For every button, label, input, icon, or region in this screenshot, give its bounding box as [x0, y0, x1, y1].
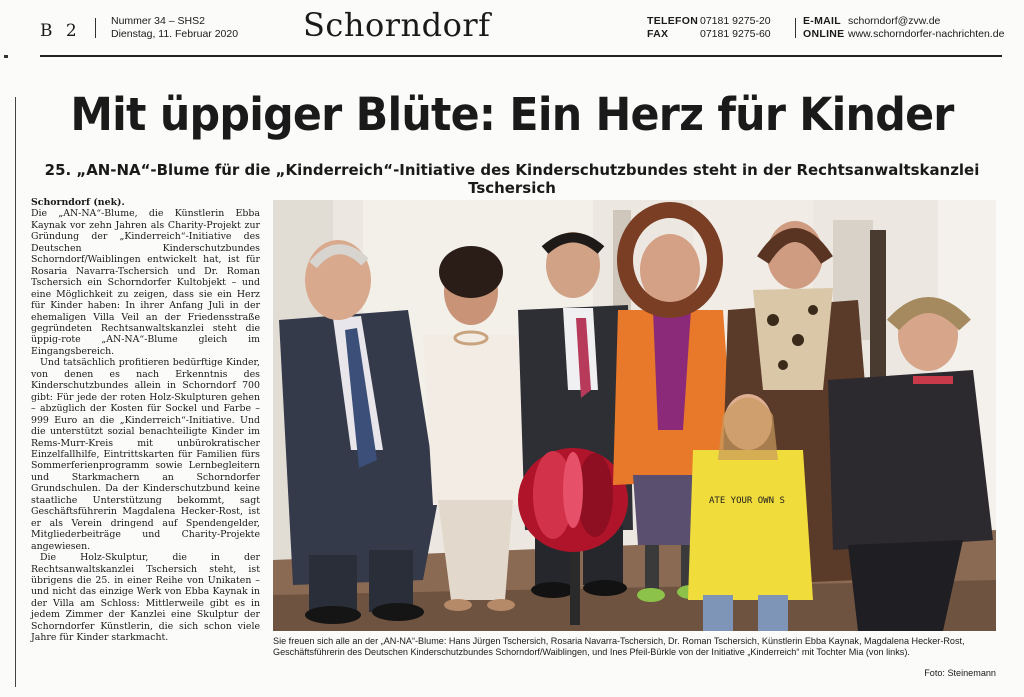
hoodie-print: ATE YOUR OWN S: [709, 496, 785, 506]
issue-number: Nummer 34 – SHS2: [111, 15, 205, 27]
contact-labels-phone: [647, 15, 698, 41]
email-value: schorndorf@zvw.de: [848, 15, 941, 27]
article-paragraph: Und tatsächlich profitieren bedürftige Kinder, von denen es nach Erkenntnis des Kinderschutzbundes allein in Schorndorf 700 gibt: Für jede der roten Holz-Skulpturen gehen – abzüglich der Kosten für Sockel und Farbe – 999 Euro an die „Kinderreich“-Initiative. Und die unterstützt sozial benachteiligte Kinder im Rems-Murr-Kreis mit unbürokratischer Einzelfallhilfe, Eintrittskarten für Familien fürs Sommerferienprogramm sowie Lernbegleitern und Starkmachern an Schorndorfer Grundschulen. Da der Kinderschutzbund keine staatliche Unterstützung bekommt, sagt Geschäftsführerin Magdalena Hecker-Rost, ist er als Verein dringend auf Spendengelder, Mitgliederbeiträge und Charity-Projekte angewiesen.: [31, 357, 260, 552]
article-paragraph: [31, 197, 260, 357]
header-divider: [95, 18, 96, 38]
group-photo-illustration: [273, 200, 996, 631]
article-body: [31, 197, 260, 644]
header-rule: [40, 55, 1002, 57]
header-divider: [795, 18, 796, 38]
masthead: Schorndorf: [303, 6, 491, 44]
email-label: E-MAIL: [803, 15, 841, 27]
dateline: Schorndorf (nek).: [31, 197, 125, 208]
column-rule: [15, 97, 16, 687]
photo-caption: Sie freuen sich alle an der „AN-NA“-Blume: Hans Jürgen Tschersich, Rosaria Navarra-Tschersich, Dr. Roman Tschersich, Künstlerin Ebba Kaynak, Magdalena Hecker-Rost, Geschäftsführerin des Deutschen Kinderschutzbundes Schorndorf/Waiblingen, und Ines Pfeil-Bürkle von der Initiative „Kinderreich“ mit Tochter Mia (von links).: [273, 636, 965, 658]
contact-values-phone: [700, 15, 771, 41]
issue-info: [111, 15, 238, 41]
issue-date: Dienstag, 11. Februar 2020: [111, 28, 239, 40]
phone-value: 07181 9275-20: [700, 15, 771, 27]
contact-values-online: [848, 15, 1004, 41]
page-number: B 2: [40, 21, 81, 41]
fax-label: FAX: [647, 28, 669, 40]
article-paragraph: Die Holz-Skulptur, die in der Rechtsanwaltskanzlei Tschersich steht, ist übrigens die 25. in einer Reihe von Unikaten – und nicht das einzige Werk von Ebba Kaynak in der Villa am Schloss: Mittlerweile gibt es in jedem Zimmer der Kanzlei eine Skulptur der Schorndorfer Künstlerin, die sich schon viele Jahre für Kinder starkmacht.: [31, 552, 260, 644]
photo-credit: Foto: Steinemann: [924, 668, 996, 678]
online-label: ONLINE: [803, 28, 845, 40]
article-photo: [273, 200, 996, 631]
article-headline: Mit üppiger Blüte: Ein Herz für Kinder: [70, 88, 954, 141]
fax-value: 07181 9275-60: [700, 28, 771, 40]
paragraph-1-text: Die „AN-NA“-Blume, die Künstlerin Ebba Kaynak vor zehn Jahren als Charity-Projekt zur Gründung der „Kinderreich“-Initiative des Deutschen Kinderschutzbundes Schorndorf/Waiblingen entwickelt hat, ist für Rosaria Navarra-Tschersich und Dr. Roman Tschersich ein Schorndorfer Kultobjekt – und eine Möglichkeit zu zeigen, dass sie ein Herz für Kinder haben: In ihrer Anfang Juli in der ehemaligen Villa Veil an der Friedensstraße gegründeten Rechtsanwaltskanzlei steht die üppig-rote „AN-NA“-Blume gleich im Eingangsbereich.: [31, 208, 260, 357]
contact-labels-online: [803, 15, 844, 41]
page-header: [0, 0, 1024, 52]
article-subheadline: 25. „AN-NA“-Blume für die „Kinderreich“-Initiative des Kinderschutzbundes steht in der Rechtsanwaltskanzlei Tschersich: [44, 161, 980, 197]
page-edge-mark: [4, 55, 8, 58]
online-value: www.schorndorfer-nachrichten.de: [848, 28, 1005, 40]
phone-label: TELEFON: [647, 15, 699, 27]
